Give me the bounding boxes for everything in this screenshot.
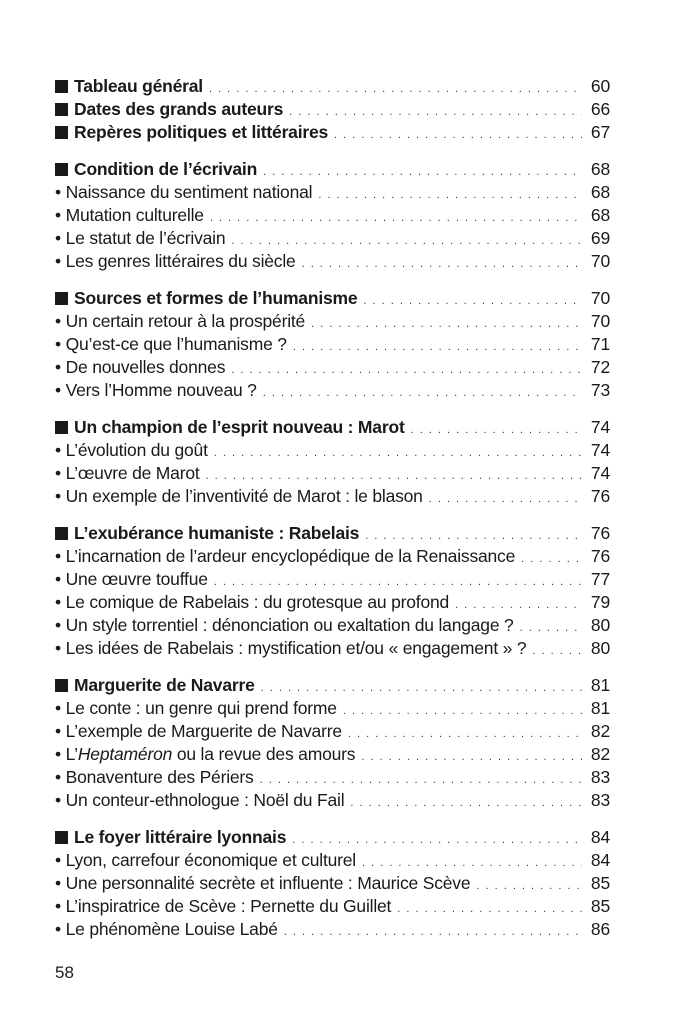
- toc-entry: [55, 637, 610, 660]
- toc-page-number: 67: [590, 122, 610, 142]
- toc-entry-text: Lyon, carrefour économique et culturel: [65, 850, 356, 870]
- toc-entry-text: Un style torrentiel : dénonciation ou exaltation du langage ?: [65, 615, 514, 635]
- toc-page-number: 82: [590, 721, 610, 741]
- toc-page-number: 79: [590, 592, 610, 612]
- dot-leader: [343, 700, 582, 723]
- bullet-icon: •: [55, 205, 66, 225]
- toc-heading: [55, 287, 610, 310]
- toc-heading-label: Dates des grands auteurs: [74, 99, 284, 119]
- toc-page-number: 82: [590, 744, 610, 764]
- dot-leader: [263, 382, 582, 405]
- toc-entry-text: Vers l’Homme nouveau ?: [65, 380, 257, 400]
- toc-entry-text: Un exemple de l’inventivité de Marot : le blason: [65, 486, 423, 506]
- toc-heading: [55, 674, 610, 697]
- toc-entry: [55, 568, 610, 591]
- toc-entry-text: Naissance du sentiment national: [65, 182, 313, 202]
- toc-entry-text: Bonaventure des Périers: [65, 767, 254, 787]
- toc-entry: [55, 379, 610, 402]
- page-number: 58: [55, 963, 74, 982]
- toc-heading: [55, 75, 610, 98]
- toc-entry: [55, 895, 610, 918]
- toc-page-number: 69: [590, 228, 610, 248]
- toc-entry-text: Les idées de Rabelais : mystification et/ou « engagement » ?: [65, 638, 527, 658]
- toc-entry-text-rest: ou la revue des amours: [172, 744, 356, 764]
- toc-entry-text: Le comique de Rabelais : du grotesque au profond: [65, 592, 450, 612]
- toc-entry-text: L’exemple de Marguerite de Navarre: [65, 721, 342, 741]
- toc-entry: [55, 766, 610, 789]
- toc-entry: [55, 918, 610, 941]
- toc-page-number: 85: [590, 896, 610, 916]
- square-bullet-icon: [55, 163, 68, 176]
- bullet-icon: •: [55, 463, 66, 483]
- toc-page-number: 70: [590, 311, 610, 331]
- toc-heading: [55, 522, 610, 545]
- bullet-icon: •: [55, 850, 66, 870]
- toc-entry-label: [66, 614, 514, 637]
- toc-entry: [55, 591, 610, 614]
- toc-section: [55, 826, 610, 941]
- square-bullet-icon: [55, 679, 68, 692]
- toc-entry-label: [66, 789, 345, 812]
- bullet-icon: •: [55, 546, 66, 566]
- toc-page-number: 83: [590, 790, 610, 810]
- toc-entry-label: [66, 227, 226, 250]
- toc-entry: [55, 439, 610, 462]
- toc-page-number: 76: [590, 486, 610, 506]
- toc-entry-text: L’: [65, 744, 78, 764]
- toc-entry-text: L’œuvre de Marot: [65, 463, 200, 483]
- toc-entry-label: [66, 766, 254, 789]
- dot-leader: [210, 207, 582, 230]
- toc-section: [55, 416, 610, 508]
- toc-entry-text: L’inspiratrice de Scève : Pernette du Guillet: [65, 896, 392, 916]
- toc-page-number: 85: [590, 873, 610, 893]
- toc-entry: [55, 310, 610, 333]
- toc-entry-label: [66, 485, 423, 508]
- toc-entry: [55, 204, 610, 227]
- toc-entry-text: Un conteur-ethnologue : Noël du Fail: [65, 790, 345, 810]
- toc-entry-text: Le conte : un genre qui prend forme: [65, 698, 337, 718]
- toc-section: [55, 158, 610, 273]
- toc-heading: [55, 98, 610, 121]
- toc-entry-label: [66, 849, 356, 872]
- toc-entry-text: Les genres littéraires du siècle: [65, 251, 296, 271]
- dot-leader: [284, 921, 582, 944]
- bullet-icon: •: [55, 744, 66, 764]
- toc-page-number: 86: [590, 919, 610, 939]
- toc-entry-label: [66, 720, 342, 743]
- toc-entry-label: [66, 204, 204, 227]
- toc-entry: [55, 743, 610, 766]
- toc-entry: [55, 250, 610, 273]
- toc-heading-label: L’exubérance humaniste : Rabelais: [74, 523, 360, 543]
- toc-entry-label: [66, 181, 313, 204]
- toc-heading: [55, 826, 610, 849]
- toc-entry-label: [66, 462, 200, 485]
- toc-page-number: 66: [590, 99, 610, 119]
- toc-entry-label: [66, 568, 208, 591]
- bullet-icon: •: [55, 873, 66, 893]
- toc-entry-text: Le statut de l’écrivain: [65, 228, 226, 248]
- toc-entry-text: L’évolution du goût: [65, 440, 208, 460]
- toc-section: [55, 674, 610, 812]
- toc-entry: [55, 545, 610, 568]
- toc-heading-label: Sources et formes de l’humanisme: [74, 288, 358, 308]
- toc-entry-label: [66, 250, 296, 273]
- toc-entry-title-italic: Heptaméron: [77, 744, 173, 764]
- bullet-icon: •: [55, 228, 66, 248]
- toc-heading-label: Le foyer littéraire lyonnais: [74, 827, 287, 847]
- toc-entry-label: [66, 439, 208, 462]
- bullet-icon: •: [55, 790, 66, 810]
- toc-page-number: 70: [590, 251, 610, 271]
- toc-page-number: 70: [590, 288, 610, 308]
- toc-entry: [55, 462, 610, 485]
- toc-heading-label: Tableau général: [74, 76, 203, 96]
- toc-section: [55, 522, 610, 660]
- toc-page-number: 74: [590, 440, 610, 460]
- dot-leader: [350, 792, 582, 815]
- bullet-icon: •: [55, 569, 66, 589]
- toc-entry: [55, 697, 610, 720]
- square-bullet-icon: [55, 292, 68, 305]
- toc-entry: [55, 333, 610, 356]
- bullet-icon: •: [55, 440, 66, 460]
- toc-entry-text: De nouvelles donnes: [65, 357, 226, 377]
- bullet-icon: •: [55, 767, 66, 787]
- toc-entry-text: Mutation culturelle: [65, 205, 204, 225]
- toc-entry: [55, 227, 610, 250]
- dot-leader: [302, 253, 582, 276]
- toc-page-number: 68: [590, 205, 610, 225]
- toc-entry-text: Une personnalité secrète et influente : Maurice Scève: [65, 873, 471, 893]
- toc-entry-text: Une œuvre touffue: [65, 569, 208, 589]
- dot-leader: [521, 548, 582, 571]
- toc-page-number: 83: [590, 767, 610, 787]
- toc-heading: [55, 158, 610, 181]
- square-bullet-icon: [55, 103, 68, 116]
- bullet-icon: •: [55, 721, 66, 741]
- dot-leader: [214, 442, 582, 465]
- toc-entry-label: [66, 637, 527, 660]
- toc-entry-label: [66, 872, 471, 895]
- bullet-icon: •: [55, 592, 66, 612]
- toc-entry: [55, 181, 610, 204]
- toc-section: [55, 287, 610, 402]
- toc-page-number: 76: [590, 523, 610, 543]
- toc-entry-label: [66, 895, 392, 918]
- table-of-contents: [55, 75, 610, 955]
- toc-page-number: 73: [590, 380, 610, 400]
- toc-entry: [55, 356, 610, 379]
- square-bullet-icon: [55, 126, 68, 139]
- toc-heading-label: Repères politiques et littéraires: [74, 122, 329, 142]
- toc-page-number: 80: [590, 615, 610, 635]
- toc-entry: [55, 872, 610, 895]
- bullet-icon: •: [55, 698, 66, 718]
- dot-leader: [231, 359, 582, 382]
- toc-entry-text: L’incarnation de l’ardeur encyclopédique de la Renaissance: [65, 546, 516, 566]
- toc-page-number: 74: [590, 417, 610, 437]
- square-bullet-icon: [55, 831, 68, 844]
- toc-entry-label: [66, 743, 356, 766]
- bullet-icon: •: [55, 638, 66, 658]
- toc-page-number: 80: [590, 638, 610, 658]
- toc-heading-label: Un champion de l’esprit nouveau : Marot: [74, 417, 405, 437]
- square-bullet-icon: [55, 527, 68, 540]
- dot-leader: [397, 898, 582, 921]
- toc-entry-label: [66, 333, 287, 356]
- dot-leader: [363, 290, 582, 313]
- bullet-icon: •: [55, 486, 66, 506]
- toc-entry-label: [66, 591, 449, 614]
- toc-page-number: 84: [590, 850, 610, 870]
- dot-leader: [532, 640, 582, 663]
- toc-entry-text: Qu’est-ce que l’humanisme ?: [65, 334, 287, 354]
- toc-entry-text: Le phénomène Louise Labé: [65, 919, 278, 939]
- toc-entry-label: [66, 356, 226, 379]
- toc-page-number: 68: [590, 159, 610, 179]
- toc-page-number: 77: [590, 569, 610, 589]
- dot-leader: [429, 488, 582, 511]
- bullet-icon: •: [55, 919, 66, 939]
- toc-entry: [55, 789, 610, 812]
- toc-entry: [55, 485, 610, 508]
- dot-leader: [361, 746, 582, 769]
- dot-leader: [520, 617, 582, 640]
- toc-entry-label: [66, 697, 337, 720]
- bullet-icon: •: [55, 251, 66, 271]
- dot-leader: [289, 101, 582, 124]
- toc-heading: [55, 121, 610, 144]
- toc-entry-label: [66, 310, 306, 333]
- square-bullet-icon: [55, 80, 68, 93]
- toc-page-number: 84: [590, 827, 610, 847]
- toc-entry-label: [66, 545, 516, 568]
- bullet-icon: •: [55, 334, 66, 354]
- bullet-icon: •: [55, 615, 66, 635]
- toc-entry: [55, 849, 610, 872]
- bullet-icon: •: [55, 380, 66, 400]
- toc-entry: [55, 614, 610, 637]
- toc-page-number: 81: [590, 698, 610, 718]
- bullet-icon: •: [55, 357, 66, 377]
- toc-page-number: 72: [590, 357, 610, 377]
- toc-entry: [55, 720, 610, 743]
- dot-leader: [476, 875, 582, 898]
- toc-entry-label: [66, 918, 278, 941]
- toc-page-number: 60: [590, 76, 610, 96]
- dot-leader: [318, 184, 582, 207]
- toc-entry-text: Un certain retour à la prospérité: [65, 311, 306, 331]
- toc-page-number: 68: [590, 182, 610, 202]
- bullet-icon: •: [55, 311, 66, 331]
- toc-page-number: 81: [590, 675, 610, 695]
- toc-entry-label: [66, 379, 257, 402]
- toc-page-number: 74: [590, 463, 610, 483]
- toc-page-number: 76: [590, 546, 610, 566]
- toc-section: [55, 75, 610, 144]
- square-bullet-icon: [55, 421, 68, 434]
- dot-leader: [293, 336, 582, 359]
- toc-page-number: 71: [590, 334, 610, 354]
- toc-heading-label: Marguerite de Navarre: [74, 675, 255, 695]
- dot-leader: [411, 419, 582, 442]
- dot-leader: [334, 124, 582, 147]
- toc-heading: [55, 416, 610, 439]
- toc-heading-label: Condition de l’écrivain: [74, 159, 258, 179]
- bullet-icon: •: [55, 182, 66, 202]
- bullet-icon: •: [55, 896, 66, 916]
- dot-leader: [311, 313, 582, 336]
- dot-leader: [348, 723, 582, 746]
